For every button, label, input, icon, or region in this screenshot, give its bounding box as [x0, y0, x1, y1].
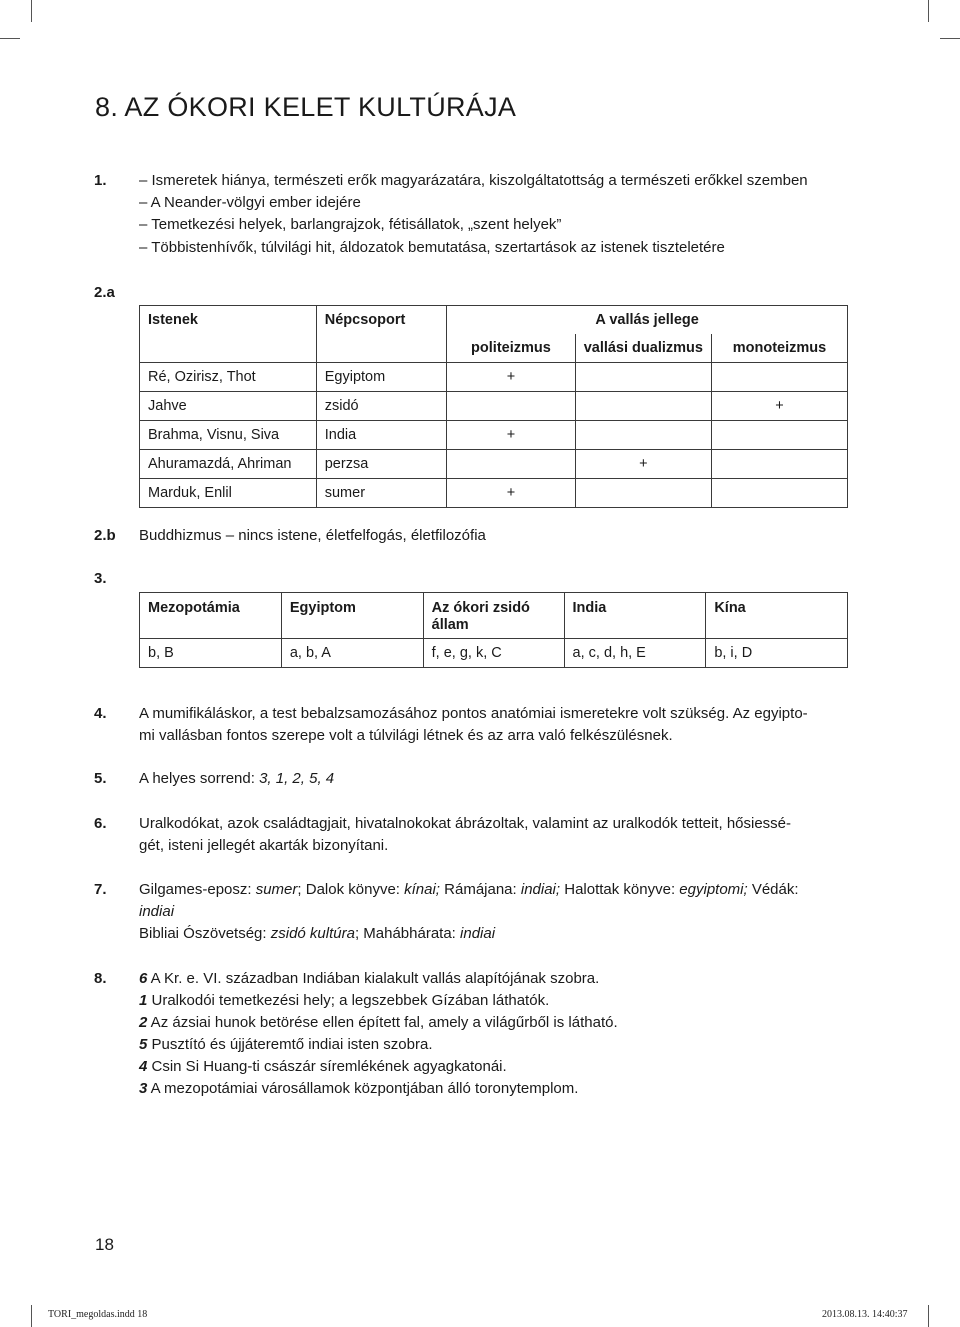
header-egyiptom: Egyiptom [281, 593, 423, 639]
q1-line: – A Neander-völgyi ember idejére [139, 194, 361, 211]
q8-item [139, 970, 599, 987]
q8-item-number: 4 [139, 1058, 148, 1075]
header-polytheism: politeizmus [447, 334, 576, 363]
crop-mark [928, 1305, 929, 1327]
q7-text: Rámájana: [439, 881, 521, 898]
page-title: 8. AZ ÓKORI KELET KULTÚRÁJA [95, 92, 517, 122]
religion-table [139, 305, 848, 508]
q4-number: 4. [94, 705, 107, 722]
cell-value: f, e, g, k, C [423, 639, 564, 668]
header-gods: Istenek [140, 306, 317, 363]
cell-value: a, c, d, h, E [564, 639, 706, 668]
q1-line: – Többistenhívők, túlvilági hit, áldozatok bemutatása, szertartások az istenek tiszteletére [139, 239, 725, 256]
cell-dual [575, 392, 711, 421]
q8-item-number: 5 [139, 1036, 148, 1053]
cell-dual: + [575, 450, 711, 479]
q8-number: 8. [94, 970, 107, 987]
cell-mono [711, 421, 847, 450]
q7-line2 [139, 903, 174, 920]
cell-poly [447, 450, 576, 479]
q7-line1 [139, 881, 799, 898]
q5-label: A helyes sorrend: [139, 770, 260, 787]
q7-line3 [139, 925, 495, 942]
header-zsido-allam-line1: Az ókori zsidó [431, 600, 530, 616]
q6-line: Uralkodókat, azok családtagjait, hivatalnokokat ábrázoltak, valamint az uralkodók tetteit, hősiessé- [139, 815, 792, 832]
q8-item-number: 6 [139, 970, 148, 987]
q5-text [139, 770, 334, 787]
q7-text: ; Dalok könyve: [297, 881, 405, 898]
q7-answer: indiai [460, 925, 496, 942]
cell-mono [711, 363, 847, 392]
q8-item-number: 2 [139, 1014, 148, 1031]
q8-item [139, 1080, 578, 1097]
crop-mark [940, 38, 960, 39]
q8-item-text: Uralkodói temetkezési hely; a legszebbek Gízában láthatók. [147, 992, 550, 1009]
q7-answer: zsidó kultúra [270, 925, 355, 942]
cell-poly [447, 392, 576, 421]
q2a-number: 2.a [94, 284, 115, 301]
q8-item [139, 1036, 432, 1053]
cell-people: sumer [316, 479, 446, 508]
q7-answer: indiai; [520, 881, 561, 898]
cell-mono: + [711, 392, 847, 421]
q4-line: mi vallásban fontos szerepe volt a túlvilági létnek és az arra való felkészülésnek. [139, 727, 673, 744]
header-india: India [564, 593, 706, 639]
crop-mark [928, 0, 929, 22]
q1-line: – Ismeretek hiánya, természeti erők magyarázatára, kiszolgáltatottság a természeti erőkkel szemben [139, 172, 808, 189]
header-zsido-allam-line2: állam [431, 617, 469, 633]
q8-item-text: Pusztító és újjáteremtő indiai isten szobra. [147, 1036, 433, 1053]
cell-poly: + [447, 479, 576, 508]
cell-people: India [316, 421, 446, 450]
table-row [140, 392, 848, 421]
crop-mark [0, 38, 20, 39]
q7-answer: indiai [139, 903, 175, 920]
q6-number: 6. [94, 815, 107, 832]
header-kina: Kína [706, 593, 848, 639]
cell-value: b, B [140, 639, 282, 668]
q7-answer: kínai; [404, 881, 440, 898]
q2b-number: 2.b [94, 527, 116, 544]
cell-gods: Marduk, Enlil [140, 479, 317, 508]
q8-item-text: A Kr. e. VI. században Indiában kialakult vallás alapítójának szobra. [147, 970, 600, 987]
page-number: 18 [95, 1235, 114, 1254]
q7-text: Védák: [747, 881, 799, 898]
table-row [140, 421, 848, 450]
footer-timestamp: 2013.08.13. 14:40:37 [822, 1309, 908, 1320]
q8-item-text: Az ázsiai hunok betörése ellen épített fal, amely a világűrből is látható. [147, 1014, 618, 1031]
header-people: Népcsoport [316, 306, 446, 363]
civilization-table [139, 592, 848, 668]
q1-line: – Temetkezési helyek, barlangrajzok, fétisállatok, „szent helyek” [139, 216, 562, 233]
q7-text: Bibliai Ószövetség: [139, 925, 271, 942]
cell-dual [575, 479, 711, 508]
q7-text: Gilgames-eposz: [139, 881, 256, 898]
table-row [140, 639, 848, 668]
q8-item-number: 1 [139, 992, 148, 1009]
q3-number: 3. [94, 570, 107, 587]
header-dualism: vallási dualizmus [575, 334, 711, 363]
q5-answer: 3, 1, 2, 5, 4 [259, 770, 335, 787]
q8-item-text: Csin Si Huang-ti császár síremlékének agyagkatonái. [147, 1058, 507, 1075]
cell-mono [711, 479, 847, 508]
cell-poly: + [447, 421, 576, 450]
q1-number: 1. [94, 172, 107, 189]
table-row [140, 450, 848, 479]
table-row [140, 363, 848, 392]
crop-mark [31, 1305, 32, 1327]
cell-gods: Ré, Ozirisz, Thot [140, 363, 317, 392]
cell-gods: Ahuramazdá, Ahriman [140, 450, 317, 479]
cell-people: perzsa [316, 450, 446, 479]
q7-answer: egyiptomi; [679, 881, 748, 898]
q8-item-number: 3 [139, 1080, 148, 1097]
q8-item [139, 992, 549, 1009]
header-zsido-allam [423, 593, 564, 639]
cell-people: zsidó [316, 392, 446, 421]
q8-item [139, 1014, 618, 1031]
table-row [140, 479, 848, 508]
q2b-text: Buddhizmus – nincs istene, életfelfogás, életfilozófia [139, 527, 486, 544]
cell-poly: + [447, 363, 576, 392]
cell-people: Egyiptom [316, 363, 446, 392]
cell-gods: Jahve [140, 392, 317, 421]
cell-dual [575, 421, 711, 450]
cell-value: a, b, A [281, 639, 423, 668]
header-monotheism: monoteizmus [711, 334, 847, 363]
footer-filename: TORI_megoldas.indd 18 [48, 1309, 148, 1320]
header-religion: A vallás jellege [447, 306, 848, 335]
q4-line: A mumifikáláskor, a test bebalzsamozásához pontos anatómiai ismeretekre volt szükség. Az egyipto- [139, 705, 808, 722]
q7-text: Halottak könyve: [560, 881, 680, 898]
q6-line: gét, isteni jellegét akarták bizonyítani. [139, 837, 389, 854]
cell-mono [711, 450, 847, 479]
q8-item-text: A mezopotámiai városállamok központjában álló toronytemplom. [147, 1080, 579, 1097]
header-mezopotamia: Mezopotámia [140, 593, 282, 639]
cell-dual [575, 363, 711, 392]
cell-value: b, i, D [706, 639, 848, 668]
cell-gods: Brahma, Visnu, Siva [140, 421, 317, 450]
q7-text: ; Mahábhárata: [354, 925, 461, 942]
crop-mark [31, 0, 32, 22]
q7-answer: sumer [255, 881, 298, 898]
q7-number: 7. [94, 881, 107, 898]
q8-item [139, 1058, 507, 1075]
q5-number: 5. [94, 770, 107, 787]
